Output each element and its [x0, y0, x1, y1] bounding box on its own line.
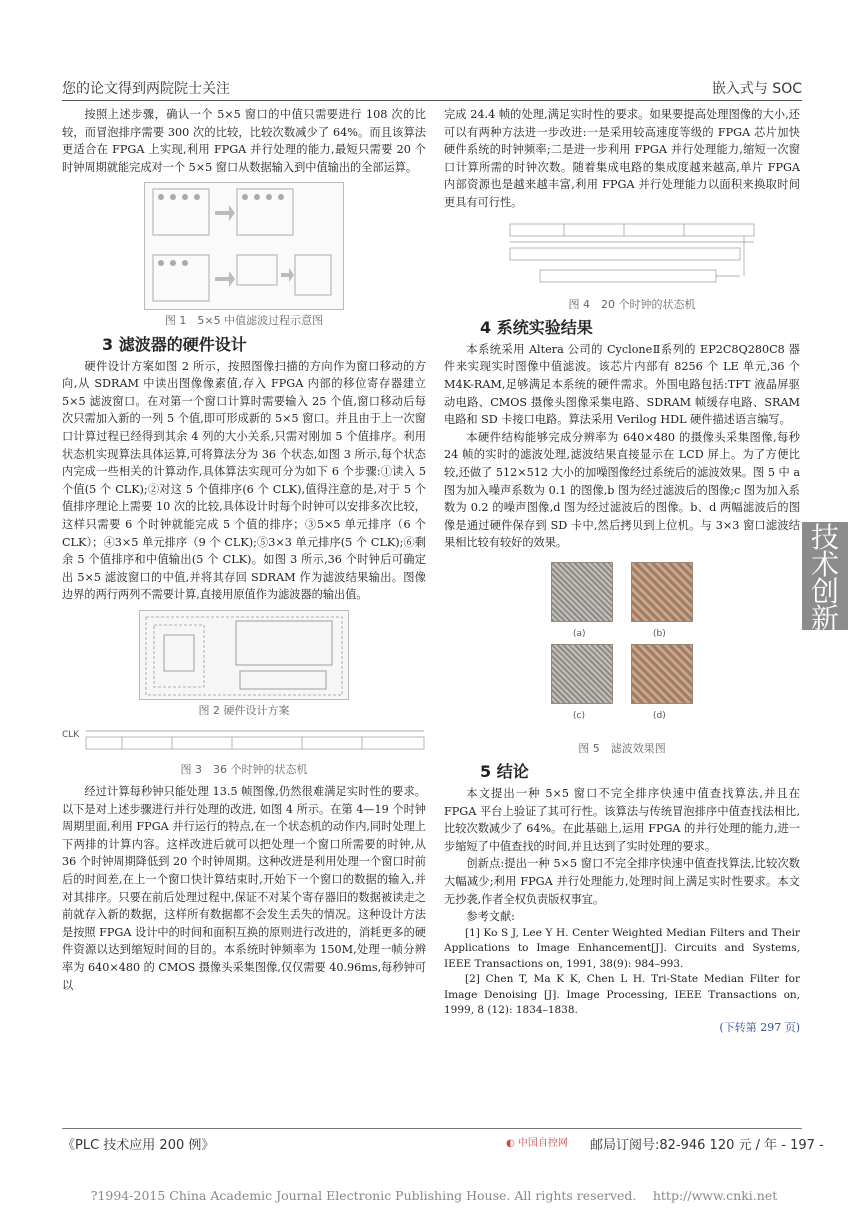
figure-5-image-c: [551, 644, 613, 704]
section-side-tab: 技术创新: [802, 522, 848, 630]
left-paragraph-2: 硬件设计方案如图 2 所示，按照图像扫描的方向作为窗口移动的方向,从 SDRAM 中读出图像像素值,存入 FPGA 内部的移位寄存器建立 5×5 滤波窗口。在对第一个窗口计算时需要输入 25 个值,窗口移动后每次只需加入新的一列 5 个值,即可形成新的 5×5 窗口。并且由于上一次窗口计算过程已经得到其余 4 列的大小关系,只需对刚加 5 个值排序。利用状态机实现算法具体运算,可将算法分为 36 个状态,如图 3 所示,每个状态内完成一些相关的计算动作,具体算法实现可分为如下 6 个步骤:①读入 5 个值(5 个 CLK);②对这 5 个值排序(6 个 CLK),值得注意的是,对于 5 个值排序理论上需要 10 次的比较,具体设计时每个时钟可以安排多次比较，这样只需要 6 个时钟就能完成 5 个值的排序；③5×5 单元排序（6 个 CLK）；④3×5 单元排序（9 个 CLK);⑤3×3 单元排序(5 个 CLK);⑥剩余 5 个值排序和中值输出(5 个 CLK)。如图 3 所示,36 个时钟后可确定出 5×5 滤波窗口的中值,并将其存回 SDRAM 作为滤波结果输出。图像边界的两行两列不需要计算,直接用原值作为滤波器的输出值。: [62, 359, 426, 602]
footer-rule: [62, 1128, 802, 1129]
running-header-right: 嵌入式与 SOC: [711, 81, 802, 97]
figure-5-label-a: (a): [573, 628, 586, 639]
header-rule: [62, 100, 802, 101]
figure-5-caption: 图 5 滤波效果图: [578, 741, 666, 755]
figure-3-timing: [62, 723, 426, 759]
figure-2-diagram: [139, 610, 349, 700]
footer-logo: [506, 1134, 568, 1149]
left-column: [62, 106, 426, 994]
footer-right: 邮局订阅号:82-946 120 元 / 年 - 197 -: [590, 1138, 824, 1153]
footer-left: 《PLC 技术应用 200 例》: [62, 1138, 215, 1153]
figure-5-image-d: [631, 644, 693, 704]
figure-4-sketch: [444, 218, 800, 296]
right-paragraph-3: 本硬件结构能够完成分辨率为 640×480 的摄像头采集图像,每秒 24 帧的实时的滤波处理,滤波结果直接显示在 LCD 屏上。为了方便比较,还做了 512×512 大小的加噪图像经过系统后的滤波效果。图 5 中 a 图为加入噪声系数为 0.1 的图像,b 图为经过滤波后的图像;c 图为加入系数为 0.2 的噪声图像,d 图为经过滤波后的图像。b、d 两幅滤波后的图像是通过硬件保存到 SD 卡中,然后拷贝到上位机。与 3×3 窗口滤波结果相比较有较好的效果。: [444, 430, 800, 550]
right-column: [444, 106, 800, 1036]
left-paragraph-1: 按照上述步骤，确认一个 5×5 窗口的中值只需要进行 108 次的比较，而冒泡排序需要 300 次的比较，比较次数减少了 64%。而且该算法更适合在 FPGA 上实现,利用 FPGA 并行处理的能力,最短只需要 20 个时钟周期就能完成对一个 5×5 窗口从数据输入到中值输出的全部运算。: [62, 108, 426, 174]
figure-5-image-a: [551, 562, 613, 622]
section-3-title: 3 滤波器的硬件设计: [102, 334, 247, 354]
figure-5-label-d: (d): [653, 710, 666, 721]
reference-2: [2] Chen T, Ma K K, Chen L H. Tri-State Median Filter for Image Denoising [J]. Image Processing, IEEE Transactions on, 1999, 8 (12): 1834–1838.: [444, 973, 800, 1017]
figure-5-label-b: (b): [653, 628, 666, 639]
figure-4-timing: [444, 218, 800, 296]
figure-2-sketch: [140, 611, 348, 699]
reference-1: [1] Ko S J, Lee Y H. Center Weighted Median Filters and Their Applications to Image Enhancement[J]. Circuits and Systems, IEEE Transactions on, 1991, 38(9): 984–993.: [444, 926, 800, 970]
section-5-title: 5 结论: [480, 762, 529, 782]
figure-4-caption: 图 4 20 个时钟的状态机: [568, 297, 696, 311]
figure-5-image-b: [631, 562, 693, 622]
continued-note: (下转第 297 页): [719, 1020, 800, 1034]
figure-5-images: [547, 560, 697, 740]
copyright-line: ?1994-2015 China Academic Journal Electronic Publishing House. All rights reserved. http://www.cnki.net: [90, 1188, 778, 1203]
right-paragraph-2: 本系统采用 Altera 公司的 CycloneⅡ系列的 EP2C8Q280C8 器件来实现实时图像中值滤波。该芯片内部有 8256 个 LE 单元,36 个 M4K-RAM,足够满足本系统的硬件需求。外围电路包括:TFT 液晶屏驱动电路、CMOS 摄像头图像采集电路、SDRAM 帧缓存电路、SRAM 电路和 SD 卡接口电路。算法采用 Verilog HDL 硬件描述语言编写。: [444, 342, 800, 427]
right-paragraph-4: 本文提出一种 5×5 窗口不完全排序快速中值查找算法,并且在 FPGA 平台上验证了其可行性。该算法与传统冒泡排序中值查找法相比,比较次数减少了 64%。在此基础上,运用 FPGA 的并行处理的能力,进一步缩短了中值查找的时间,并且达到了实时处理的要求。: [444, 787, 800, 853]
running-header-left: 您的论文得到两院院士关注: [62, 81, 230, 97]
figure-5-label-c: (c): [573, 710, 585, 721]
references-title: 参考文献:: [466, 910, 515, 924]
figure-3-clk-label: CLK: [62, 730, 80, 741]
left-paragraph-3: 经过计算每秒钟只能处理 13.5 帧图像,仍然很难满足实时性的要求。以下是对上述步骤进行并行处理的改进, 如图 4 所示。在第 4—19 个时钟周期里面,利用 FPGA 并行运行的特点,在一个状态机的动作内,同时处理上下两排的计算内容。这样改进后就可以把处理一个窗口所需要的时钟,从 36 个时钟周期降低到 20 个时钟周期。这种改进是利用处理一个窗口时前后的时间差,在上一个窗口快计算结束时,开始下一个窗口的数据的输入,并对其排序。只要在前后处理过程中,保证不对某个寄存器旧的数据被读走之前就存入新的数据，这样所有数据都不会发生丢失的情况。这种设计方法是按照 FPGA 设计中的时间和面积互换的原则进行改进的，消耗更多的硬件资源以达到缩短时间的目的。本系统时钟频率为 150M,处理一帧分辨率为 640×480 的 CMOS 摄像头采集图像,仅仅需要 40.96ms,每秒钟可以: [62, 785, 426, 992]
figure-3-caption: 图 3 36 个时钟的状态机: [180, 763, 308, 777]
right-paragraph-1: 完成 24.4 帧的处理,满足实时性的要求。如果要提高处理图像的大小,还可以有两种方法进一步改进:一是采用较高速度等级的 FPGA 芯片加快硬件系统的时钟频率;二是进一步利用 FPGA 并行处理能力,缩短一次窗口计算所需的时钟次数。随着集成电路的集成度越来越高,单片 FPGA 内部资源也是越来越丰富,利用 FPGA 并行处理能力以面积来换取时间更具有可行性。: [444, 108, 800, 209]
figure-1-caption: 图 1 5×5 中值滤波过程示意图: [164, 314, 324, 328]
figure-2-caption: 图 2 硬件设计方案: [198, 703, 290, 717]
figure-1-diagram: [144, 182, 344, 310]
figure-3-sketch: [62, 723, 426, 759]
section-4-title: 4 系统实验结果: [480, 318, 593, 338]
logo-icon: ◐: [506, 1138, 515, 1149]
footer-logo-text: 中国自控网: [517, 1138, 568, 1149]
right-paragraph-5: 创新点:提出一种 5×5 窗口不完全排序快速中值查找算法,比较次数大幅减少;利用 FPGA 并行处理能力,处理时间上满足实时性要求。本文无抄袭,作者全权负责版权事宜。: [444, 857, 800, 906]
figure-1-sketch: [145, 183, 343, 309]
